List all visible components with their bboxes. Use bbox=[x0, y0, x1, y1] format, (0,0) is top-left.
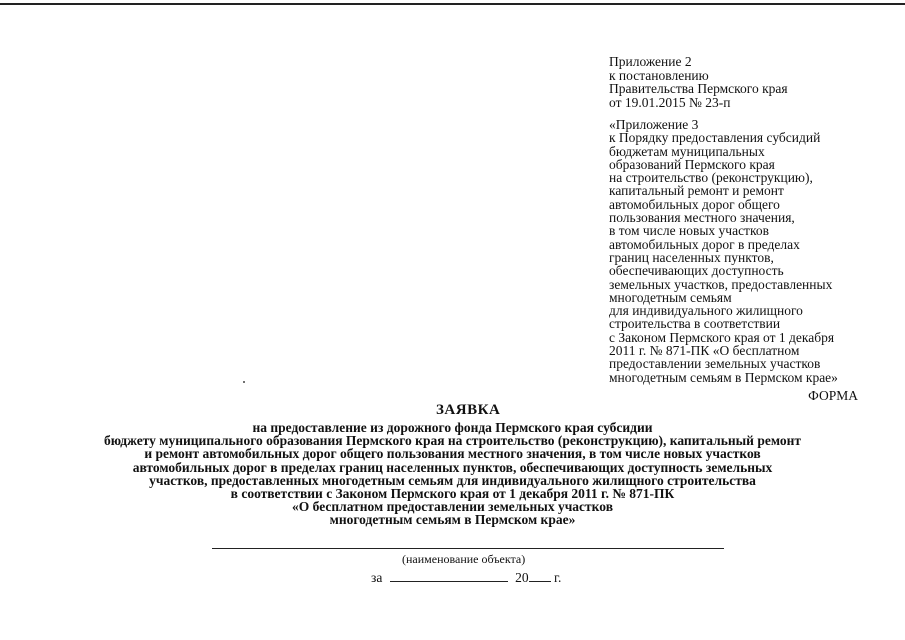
appendix-3-line: автомобильных дорог общего bbox=[609, 196, 780, 212]
period-year-blank-field[interactable] bbox=[529, 569, 551, 582]
object-name-caption: (наименование объекта) bbox=[402, 552, 526, 566]
subtitle-line: участков, предоставленных многодетным семьям для индивидуального жилищного строительства bbox=[149, 472, 756, 488]
appendix-3-line: предоставлении земельных участков bbox=[609, 356, 821, 372]
appendix-2-line: Правительства Пермского края bbox=[609, 81, 788, 96]
appendix-2-line: Приложение 2 bbox=[609, 54, 692, 69]
appendix-3-line: 2011 г. № 871-ПК «О бесплатном bbox=[609, 343, 800, 359]
period-blank-field[interactable] bbox=[390, 569, 508, 582]
appendix-3-line: земельных участков, предоставленных bbox=[609, 276, 833, 292]
period-row bbox=[371, 569, 561, 586]
appendix-3-line: с Законом Пермского края от 1 декабря bbox=[609, 329, 835, 345]
appendix-3-line: многодетным семьям bbox=[609, 289, 732, 305]
appendix-3-line: строительства в соответствии bbox=[609, 316, 781, 332]
appendix-3-line: «Приложение 3 bbox=[609, 117, 699, 132]
subtitle-line: автомобильных дорог в пределах границ населенных пунктов, обеспечивающих доступность земельных bbox=[132, 459, 773, 475]
appendix-3-line: пользования местного значения, bbox=[609, 210, 795, 226]
subtitle-line: в соответствии с Законом Пермского края от 1 декабря 2011 г. № 871-ПК bbox=[230, 486, 675, 502]
appendix-3-line: бюджетам муниципальных bbox=[609, 143, 765, 159]
document-title: ЗАЯВКА bbox=[436, 402, 501, 418]
object-name-field-line[interactable] bbox=[212, 548, 724, 549]
period-suffix: г. bbox=[553, 570, 562, 585]
appendix-3-line: автомобильных дорог в пределах bbox=[609, 236, 800, 252]
appendix-3-line: границ населенных пунктов, bbox=[609, 249, 774, 265]
appendix-3-line: на строительство (реконструкцию), bbox=[609, 170, 813, 186]
subtitle-line: бюджету муниципального образования Пермского края на строительство (реконструкцию), капитальный ремонт bbox=[103, 433, 802, 449]
appendix-2-line: к постановлению bbox=[609, 67, 709, 83]
appendix-3-line: к Порядку предоставления субсидий bbox=[609, 130, 821, 146]
document-subtitle bbox=[40, 421, 865, 527]
appendix-3-line: обеспечивающих доступность bbox=[609, 263, 784, 279]
subtitle-line: и ремонт автомобильных дорог общего пользования местного значения, в том числе новых участков bbox=[144, 446, 761, 462]
appendix-3-line: для индивидуального жилищного bbox=[609, 303, 803, 319]
subtitle-line: «О бесплатном предоставлении земельных участков bbox=[292, 499, 613, 515]
appendix-2-line: от 19.01.2015 № 23-п bbox=[609, 94, 731, 110]
period-prefix: за bbox=[371, 570, 383, 585]
appendix-2-header bbox=[609, 55, 788, 109]
top-border-line bbox=[0, 3, 905, 5]
appendix-3-line: в том числе новых участков bbox=[609, 223, 769, 239]
period-year-prefix: 20 bbox=[515, 570, 529, 585]
subtitle-line: многодетным семьям в Пермском крае» bbox=[329, 512, 576, 528]
scan-speck bbox=[243, 381, 245, 383]
form-label: ФОРМА bbox=[808, 388, 858, 403]
appendix-3-line: многодетным семьям в Пермском крае» bbox=[609, 369, 838, 385]
appendix-3-line: капитальный ремонт и ремонт bbox=[609, 183, 784, 199]
appendix-3-header bbox=[609, 118, 838, 384]
subtitle-line: на предоставление из дорожного фонда Пермского края субсидии bbox=[252, 420, 653, 435]
appendix-3-line: образований Пермского края bbox=[609, 156, 775, 172]
